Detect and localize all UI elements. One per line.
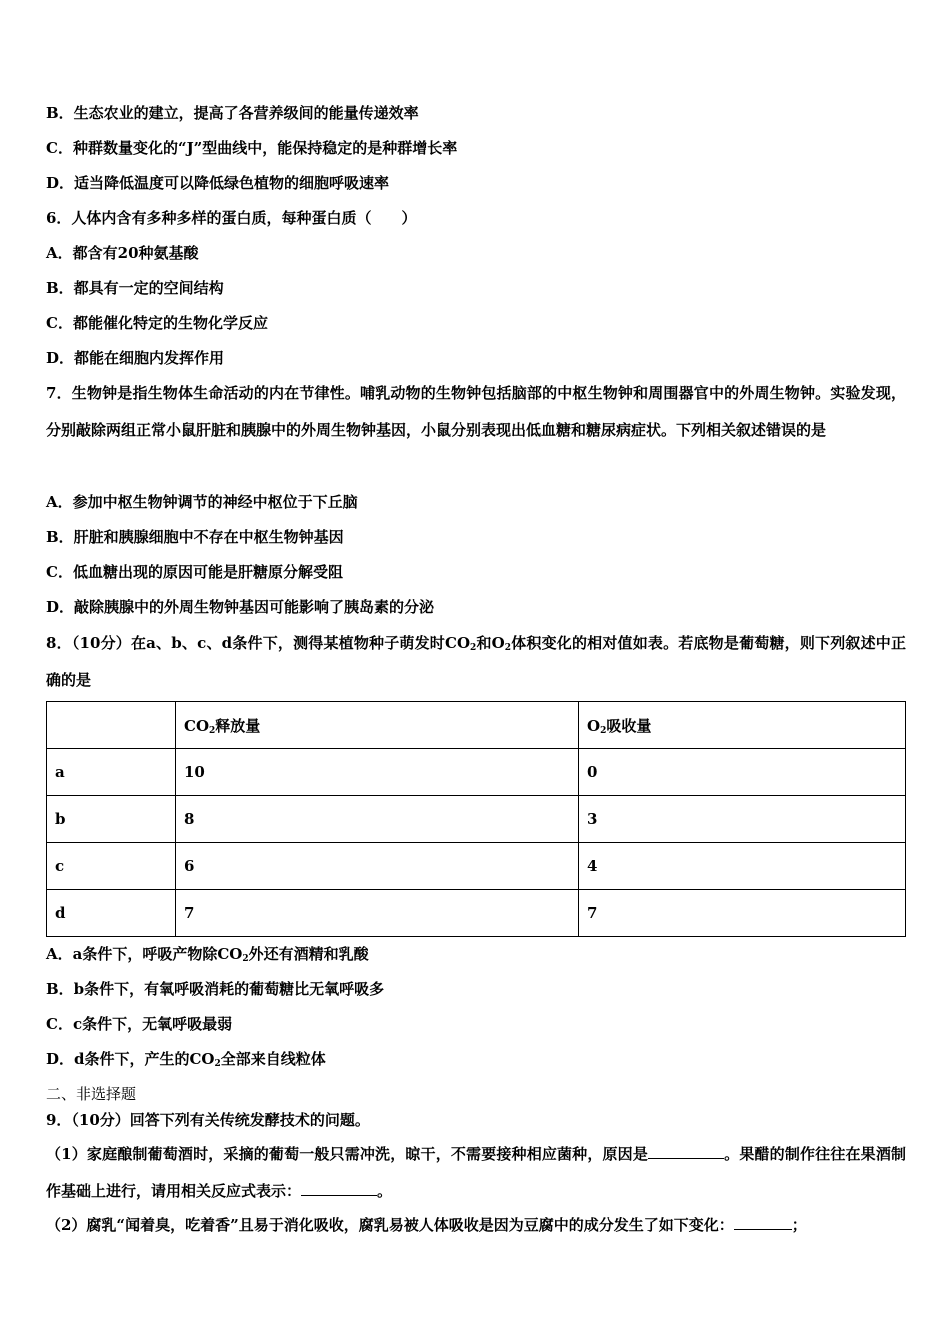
q5-option-b: B．生态农业的建立，提高了各营养级间的能量传递效率 (46, 104, 419, 122)
q6-option-d: D．都能在细胞内发挥作用 (46, 349, 225, 367)
q9-stem: 9．（10分）回答下列有关传统发酵技术的问题。 (46, 1111, 370, 1129)
cell-o2: 3 (579, 796, 906, 843)
q5-option-c: C．种群数量变化的“J”型曲线中，能保持稳定的是种群增长率 (46, 139, 458, 157)
table-row (47, 843, 906, 890)
table-header-row (47, 702, 906, 749)
cell-co2: 8 (176, 796, 579, 843)
q7-option-a: A．参加中枢生物钟调节的神经中枢位于下丘脑 (46, 493, 358, 511)
q6-stem: 6．人体内含有多种多样的蛋白质，每种蛋白质（ ） (46, 209, 417, 227)
q8-option-b: B．b条件下，有氧呼吸消耗的葡萄糖比无氧呼吸多 (46, 980, 385, 998)
answer-blank[interactable] (301, 1181, 377, 1196)
table-row (47, 749, 906, 796)
q6-option-c: C．都能催化特定的生物化学反应 (46, 314, 268, 332)
q9-part1: （1）家庭酿制葡萄酒时，采摘的葡萄一般只需冲洗，晾干，不需要接种相应菌种，原因是 。果醋的制作往往在果酒制作基础上进行，请用相关反应式表示： 。 (46, 1145, 906, 1200)
q8-data-table (46, 701, 906, 937)
cell-o2: 0 (579, 749, 906, 796)
q7-option-b: B．肝脏和胰腺细胞中不存在中枢生物钟基因 (46, 528, 344, 546)
q7-option-c: C．低血糖出现的原因可能是肝糖原分解受阻 (46, 563, 343, 581)
q8-option-a: A．a条件下，呼吸产物除$CO_2$外还有酒精和乳酸 (46, 945, 369, 964)
cell-condition: a (47, 749, 176, 796)
cell-condition: b (47, 796, 176, 843)
cell-co2: 10 (176, 749, 579, 796)
q6-option-b: B．都具有一定的空间结构 (46, 279, 224, 297)
answer-blank[interactable] (648, 1144, 724, 1159)
header-co2-release: $CO_2$释放量 (176, 702, 579, 749)
header-o2-uptake: $O_2$吸收量 (579, 702, 906, 749)
q5-option-d: D．适当降低温度可以降低绿色植物的细胞呼吸速率 (46, 174, 390, 192)
q8-option-c: C．c条件下，无氧呼吸最弱 (46, 1015, 233, 1033)
table-row (47, 796, 906, 843)
cell-o2: 4 (579, 843, 906, 890)
cell-o2: 7 (579, 890, 906, 937)
q6-option-a: A．都含有20种氨基酸 (46, 244, 199, 262)
table-row (47, 890, 906, 937)
answer-blank[interactable] (734, 1215, 792, 1230)
q8-option-d: D．d条件下，产生的$CO_2$全部来自线粒体 (46, 1050, 326, 1069)
q8-stem: 8．（10分）在a、b、c、d条件下，测得某植物种子萌发时$CO_2$和$O_2$体积变化的相对值如表。若底物是葡萄糖，则下列叙述中正确的是 (46, 634, 906, 689)
cell-co2: 6 (176, 843, 579, 890)
q9-part2: （2）腐乳“闻着臭，吃着香”且易于消化吸收，腐乳易被人体吸收是因为豆腐中的成分发生了如下变化： ； (46, 1216, 807, 1234)
section-heading: 二、非选择题 (46, 1085, 137, 1103)
cell-condition: c (47, 843, 176, 890)
q7-option-d: D．敲除胰腺中的外周生物钟基因可能影响了胰岛素的分泌 (46, 598, 435, 616)
cell-condition: d (47, 890, 176, 937)
header-empty-cell (47, 702, 176, 749)
cell-co2: 7 (176, 890, 579, 937)
q7-stem: 7．生物钟是指生物体生命活动的内在节律性。哺乳动物的生物钟包括脑部的中枢生物钟和周围器官中的外周生物钟。实验发现，分别敲除两组正常小鼠肝脏和胰腺中的外周生物钟基因，小鼠分别表现出低血糖和糖尿病症状。下列相关叙述错误的是 (46, 384, 906, 439)
